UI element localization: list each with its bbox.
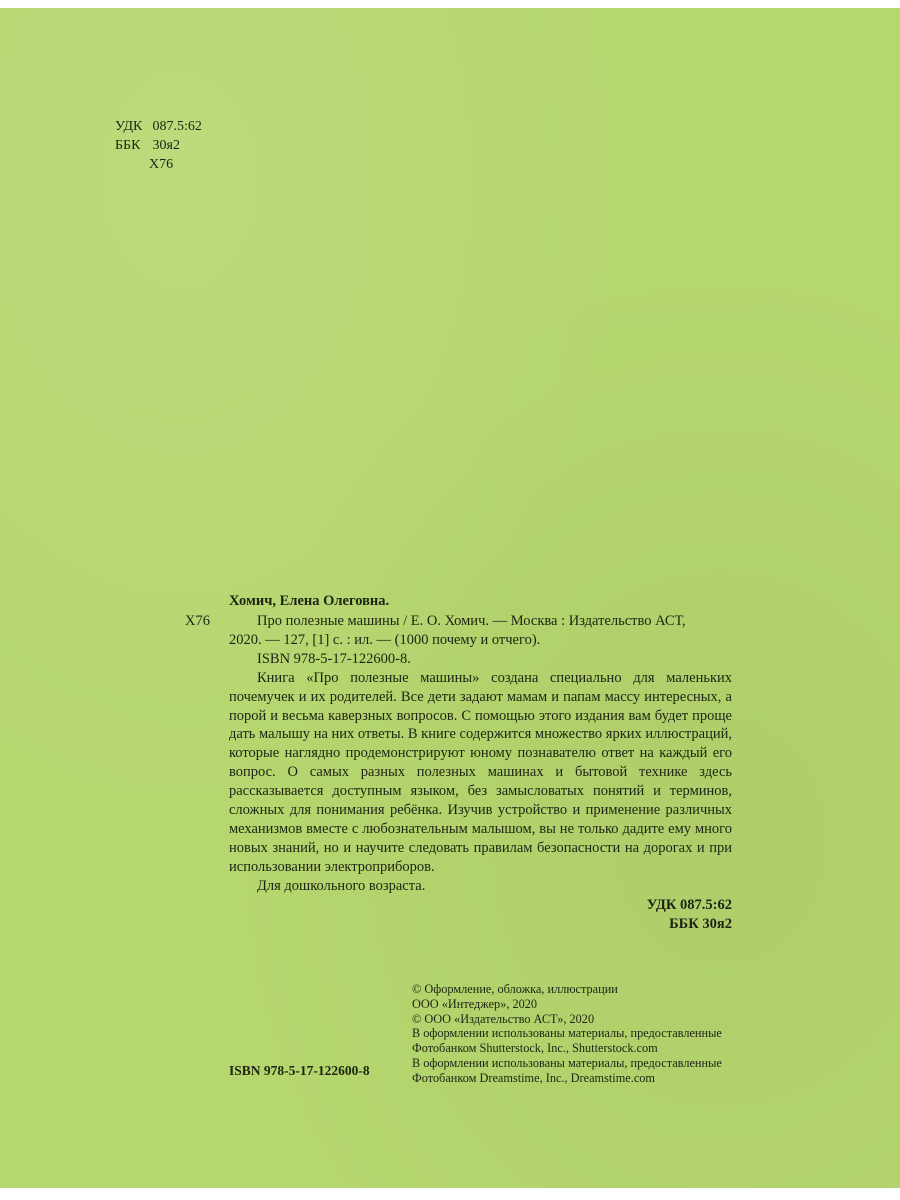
catalog-card-body bbox=[229, 612, 732, 896]
bbk-label: ББК bbox=[115, 138, 141, 153]
catalog-title-line: Про полезные машины / Е. О. Хомич. — Москва : Издательство АСТ, bbox=[257, 613, 686, 629]
catalog-isbn: ISBN 978-5-17-122600-8. bbox=[257, 650, 411, 667]
page-edge-bottom bbox=[0, 1188, 900, 1200]
catalog-author-mark: Х76 bbox=[185, 613, 210, 629]
classification-codes-top bbox=[115, 117, 202, 174]
copyright-line: Фотобанком Dreamstime, Inc., Dreamstime.com bbox=[412, 1070, 655, 1085]
bbk-code-bottom: ББК 30я2 bbox=[669, 916, 732, 932]
copyright-line: Фотобанком Shutterstock, Inc., Shutterstock.com bbox=[412, 1041, 658, 1056]
copyright-line: В оформлении использованы материалы, предоставленные bbox=[412, 1026, 722, 1041]
isbn-bottom: ISBN 978-5-17-122600-8 bbox=[229, 1063, 370, 1078]
bbk-value: 30я2 bbox=[152, 138, 180, 153]
catalog-annotation: Книга «Про полезные машины» создана специально для маленьких почемучек и их родителей. Все дети задают мамам и папам массу интересных, а порой и весьма каверзных вопросов. С помощью этого издания вам будет проще дать малышу на них ответы. В книге содержится множество ярких иллюстраций, которые наглядно продемонстрируют юному познавателю ответ на каждый его вопрос. О самых разных полезных машинах и бытовой технике здесь рассказывается доступным языком, без замысловатых понятий и терминов, сложных для понимания ребёнка. Изучив устройство и применение различных механизмов вместе с любознательным малышом, вы не только дадите ему много новых знаний, но и научите следовать правилам безопасности на дорогах и при использовании электроприборов. bbox=[229, 669, 732, 875]
copyright-block bbox=[412, 982, 722, 1086]
udk-row bbox=[115, 117, 202, 136]
catalog-imprint-line: 2020. — 127, [1] с. : ил. — (1000 почему и отчего). bbox=[229, 631, 541, 648]
copyright-line: ООО «Интеджер», 2020 bbox=[412, 996, 538, 1011]
copyright-line: В оформлении использованы материалы, предоставленные bbox=[412, 1055, 722, 1070]
bbk-row bbox=[115, 136, 202, 155]
copyright-line: © ООО «Издательство АСТ», 2020 bbox=[412, 1011, 595, 1026]
catalog-audience: Для дошкольного возраста. bbox=[257, 877, 426, 894]
page-edge-top bbox=[0, 0, 900, 8]
udk-value: 087.5:62 bbox=[152, 119, 202, 134]
catalog-author: Хомич, Елена Олеговна. bbox=[229, 593, 390, 609]
udk-label: УДК bbox=[115, 119, 143, 134]
author-mark-top: Х76 bbox=[149, 157, 174, 172]
copyright-line: © Оформление, обложка, иллюстрации bbox=[412, 982, 618, 996]
udk-code-bottom: УДК 087.5:62 bbox=[646, 897, 732, 913]
classification-codes-bottom bbox=[600, 896, 732, 934]
